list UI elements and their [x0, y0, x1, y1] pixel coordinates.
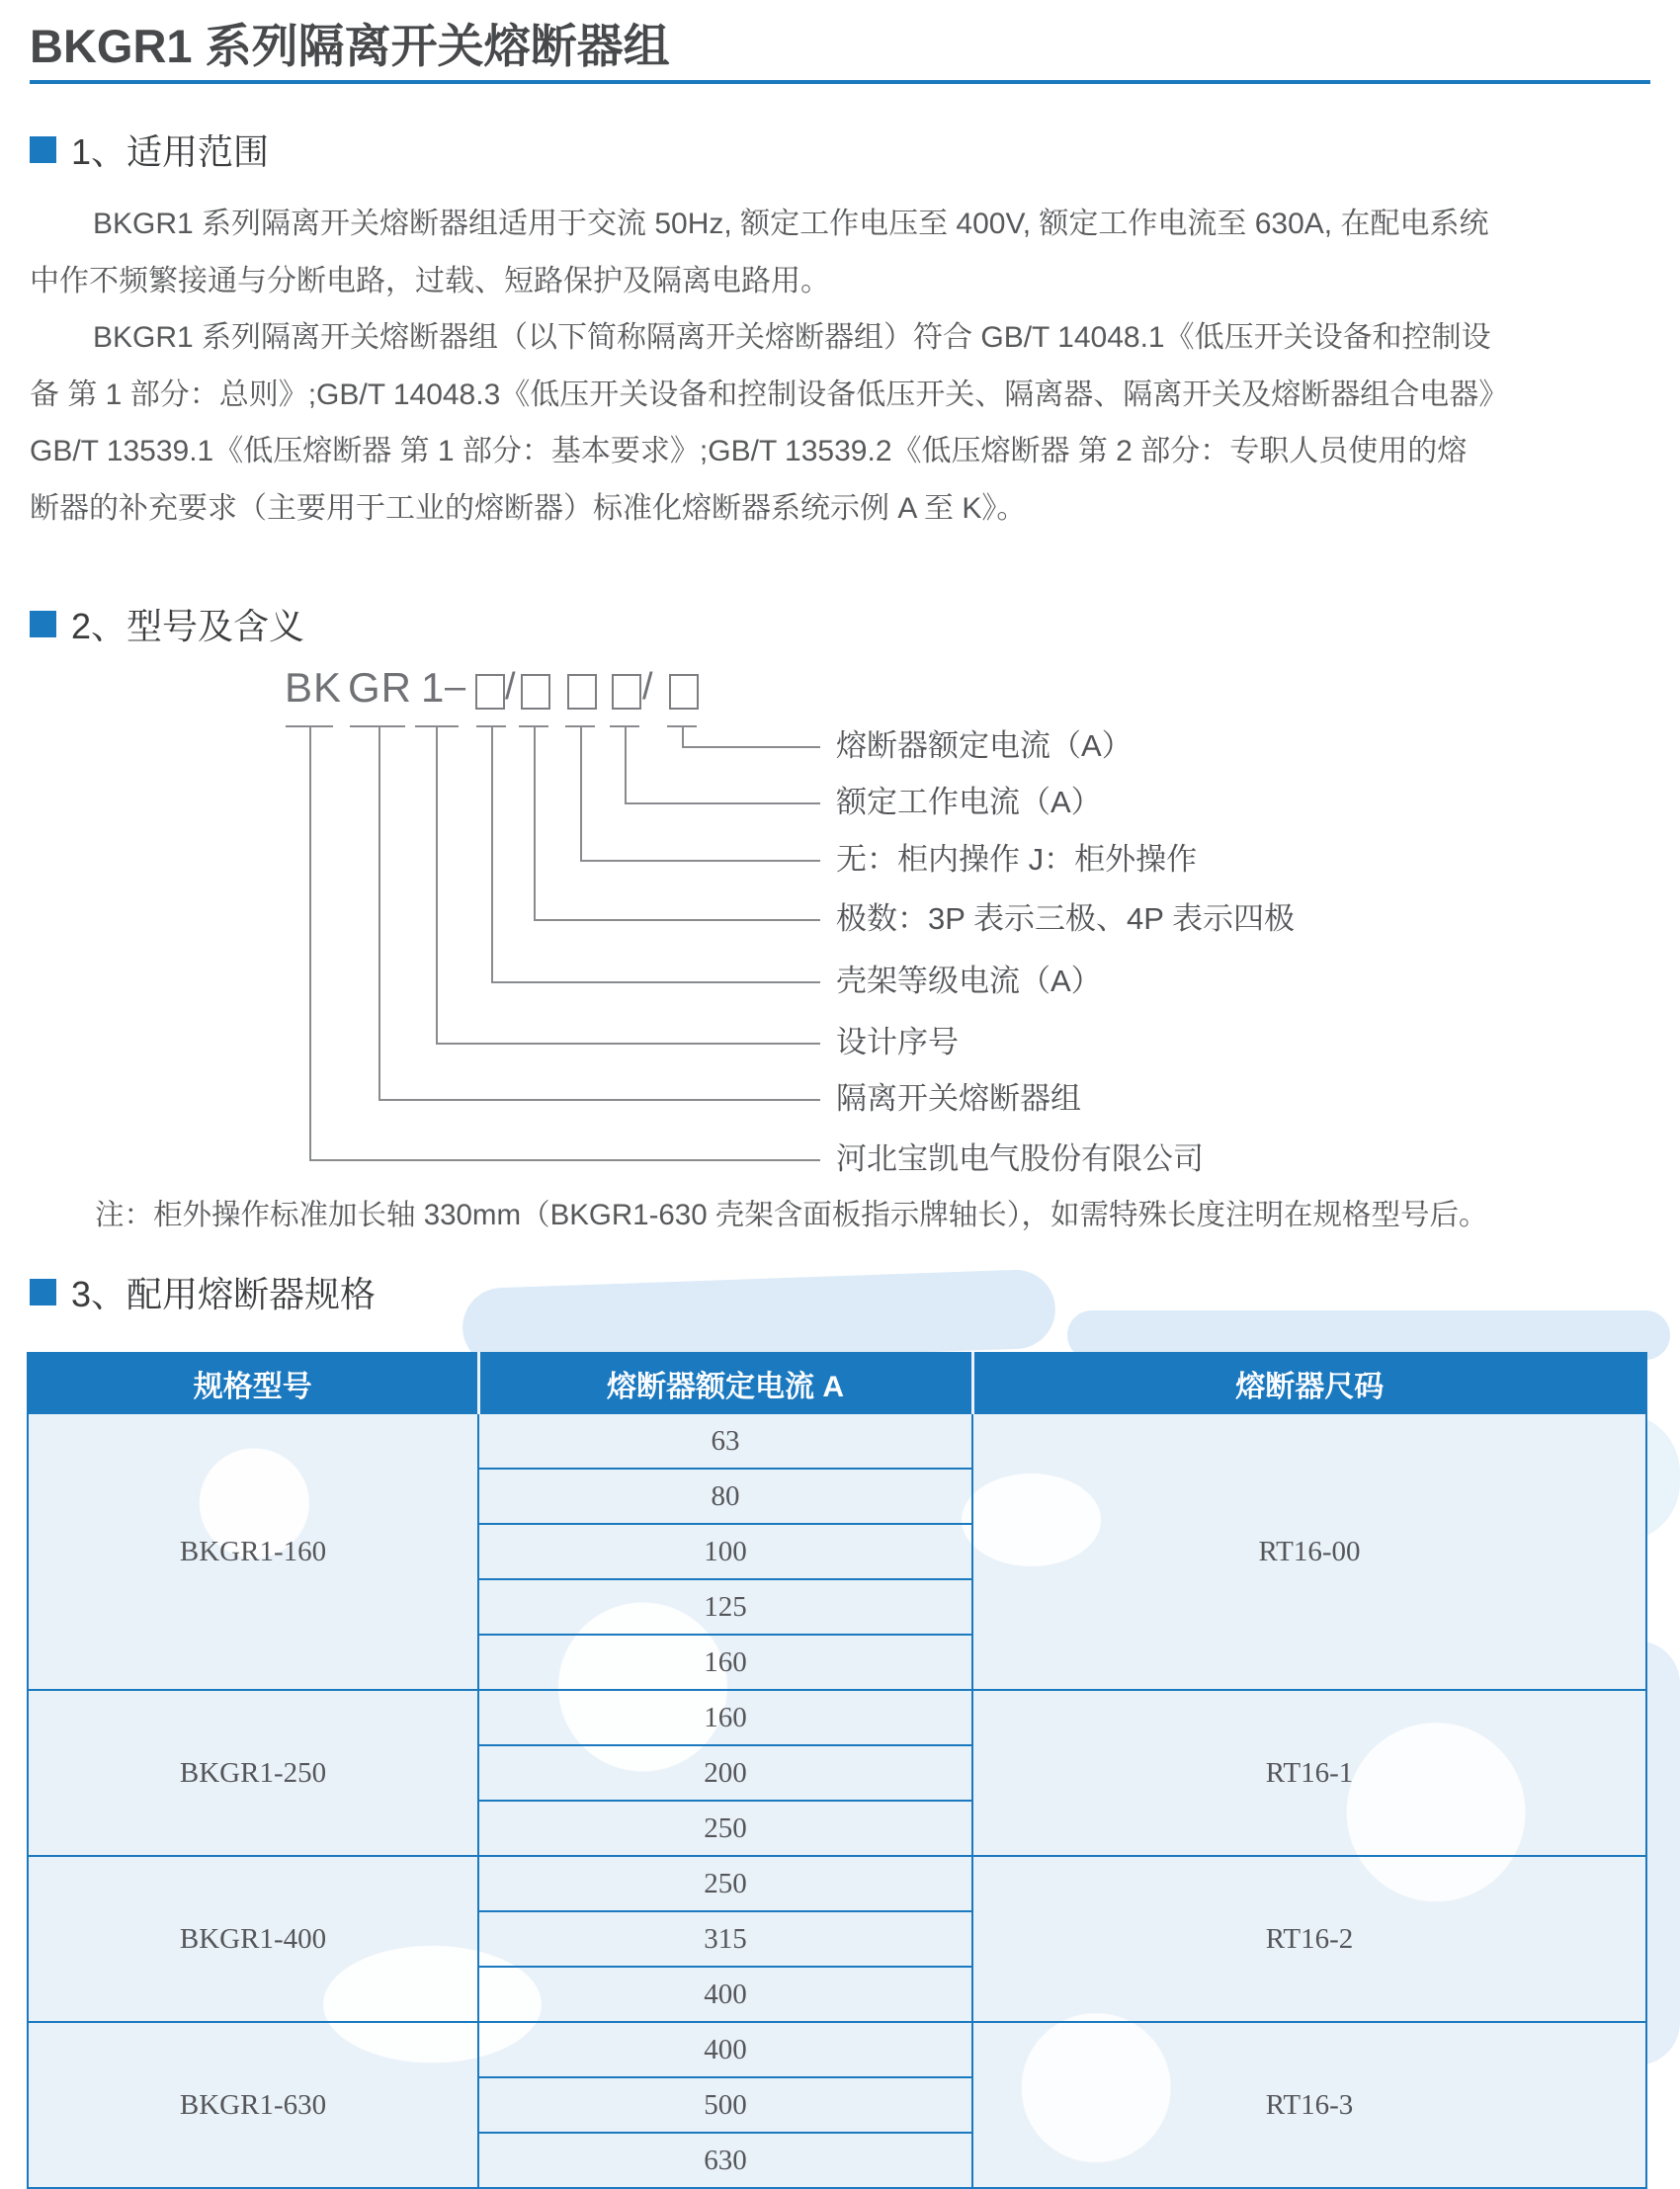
section-bullet-icon [30, 1279, 56, 1305]
size-cell: RT16-00 [972, 1413, 1646, 1690]
fuse-table [27, 1352, 1647, 2189]
leader-line [309, 725, 311, 1159]
current-cell: 63 [478, 1413, 972, 1469]
scope-paragraphs [30, 196, 1655, 537]
current-cell: 160 [478, 1690, 972, 1745]
paragraph-line: 备 第 1 部分：总则》;GB/T 14048.3《低压开关设备和控制设备低压开关、隔离器、隔离开关及熔断器组合电器》 [30, 378, 1509, 411]
section-heading-model [30, 599, 304, 649]
model-cell: BKGR1-400 [28, 1856, 478, 2022]
current-cell: 250 [478, 1801, 972, 1856]
current-cell: 400 [478, 2022, 972, 2077]
model-code-diagram [0, 652, 1680, 1206]
table-header-cell: 熔断器尺码 [972, 1353, 1646, 1413]
model-placeholder-box [612, 674, 641, 710]
section-bullet-icon [30, 136, 56, 163]
model-label: 河北宝凯电气股份有限公司 [836, 1141, 1204, 1176]
size-cell: RT16-2 [972, 1856, 1646, 2022]
leader-line [491, 981, 820, 983]
leader-line [625, 802, 820, 804]
model-token-slash: / [642, 666, 654, 708]
current-cell: 80 [478, 1469, 972, 1524]
current-cell: 630 [478, 2133, 972, 2188]
model-cell: BKGR1-630 [28, 2022, 478, 2188]
leader-line [350, 725, 405, 727]
model-label: 隔离开关熔断器组 [836, 1081, 1081, 1116]
table-header-cell: 规格型号 [28, 1353, 478, 1413]
leader-line [491, 725, 493, 981]
table-row [28, 1413, 1646, 1469]
current-cell: 400 [478, 1967, 972, 2022]
model-label: 熔断器额定电流（A） [836, 728, 1133, 763]
current-cell: 250 [478, 1856, 972, 1911]
leader-line [378, 1099, 820, 1101]
model-label: 无：柜内操作 J：柜外操作 [836, 842, 1198, 877]
paragraph-line: 断器的补充要求（主要用于工业的熔断器）标准化熔断器系统示例 A 至 K》。 [30, 491, 1027, 525]
page-title: BKGR1 系列隔离开关熔断器组 [30, 20, 670, 72]
model-placeholder-box [521, 674, 550, 710]
model-placeholder-box [567, 674, 597, 710]
size-cell: RT16-3 [972, 2022, 1646, 2188]
paragraph-line: GB/T 13539.1《低压熔断器 第 1 部分：基本要求》;GB/T 13539.2《低压熔断器 第 2 部分：专职人员使用的熔 [30, 435, 1468, 467]
title-divider [30, 80, 1650, 84]
table-header-row [28, 1353, 1646, 1413]
table-header-cell: 熔断器额定电流 A [478, 1353, 972, 1413]
leader-line [682, 725, 684, 746]
leader-line [534, 919, 820, 921]
leader-line [436, 1043, 820, 1045]
model-cell: BKGR1-160 [28, 1413, 478, 1690]
size-cell: RT16-1 [972, 1690, 1646, 1856]
leader-line [580, 725, 582, 860]
section-heading-fuse-spec [30, 1267, 376, 1317]
model-token-slash: / [505, 666, 517, 708]
table-row [28, 1690, 1646, 1745]
model-cell: BKGR1-250 [28, 1690, 478, 1856]
model-label: 额定工作电流（A） [836, 785, 1102, 819]
current-cell: 315 [478, 1911, 972, 1967]
fuse-table-body [28, 1413, 1646, 2188]
model-placeholder-box [669, 674, 699, 710]
current-cell: 160 [478, 1635, 972, 1690]
section-bullet-icon [30, 611, 56, 637]
current-cell: 100 [478, 1524, 972, 1579]
leader-line [534, 725, 536, 919]
table-row [28, 1856, 1646, 1911]
paragraph-line: BKGR1 系列隔离开关熔断器组（以下简称隔离开关熔断器组）符合 GB/T 14048.1《低压开关设备和控制设 [93, 321, 1491, 354]
section-heading-text: 2、型号及含义 [71, 606, 305, 646]
model-label: 极数：3P 表示三极、4P 表示四极 [836, 901, 1295, 936]
section-heading-scope [30, 125, 269, 175]
model-label: 设计序号 [836, 1025, 959, 1059]
leader-line [682, 746, 820, 748]
model-token-bk: BK [285, 664, 343, 711]
leader-line [436, 725, 438, 1043]
section-heading-text: 1、适用范围 [71, 131, 270, 172]
model-label: 壳架等级电流（A） [836, 964, 1102, 998]
model-token-gr: GR [348, 664, 412, 711]
leader-line [309, 1159, 820, 1161]
paragraph-line: BKGR1 系列隔离开关熔断器组适用于交流 50Hz, 额定工作电压至 400V, 额定工作电流至 630A, 在配电系统 [93, 208, 1489, 240]
model-note: 注：柜外操作标准加长轴 330mm（BKGR1-630 壳架含面板指示牌轴长），如需特殊长度注明在规格型号后。 [95, 1199, 1488, 1231]
model-token-series: 1 [421, 664, 446, 711]
current-cell: 125 [478, 1579, 972, 1635]
model-token-dash: – [445, 666, 467, 708]
current-cell: 200 [478, 1745, 972, 1801]
leader-line [378, 725, 380, 1099]
table-row [28, 2022, 1646, 2077]
model-placeholder-box [475, 674, 505, 710]
leader-line [625, 725, 627, 802]
paragraph-line: 中作不频繁接通与分断电路，过载、短路保护及隔离电路用。 [30, 264, 830, 297]
current-cell: 500 [478, 2077, 972, 2133]
section-heading-text: 3、配用熔断器规格 [71, 1274, 377, 1314]
leader-line [580, 860, 820, 862]
